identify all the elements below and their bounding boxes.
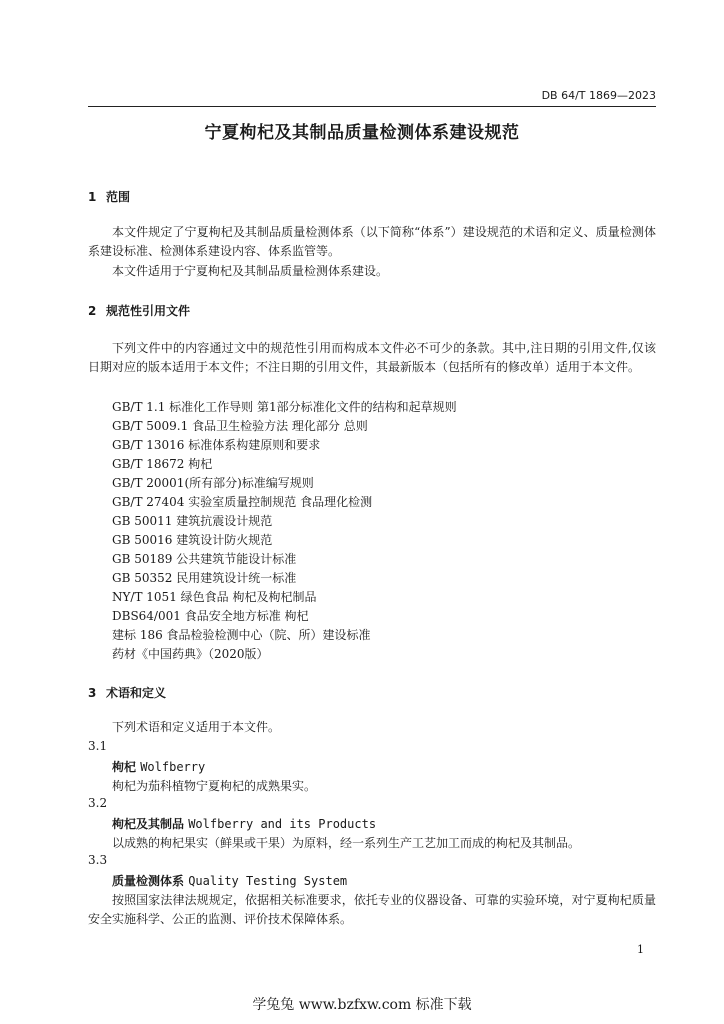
reference-item: GB/T 27404 实验室质量控制规范 食品理化检测 [112,495,373,509]
section-3-intro: 下列术语和定义适用于本文件。 [112,720,281,734]
section-number: 2 [88,304,97,318]
term-english: Wolfberry and its Products [188,817,377,831]
standard-code: DB 64/T 1869—2023 [541,89,656,102]
term-number: 3.1 [88,739,108,753]
reference-item: GB/T 18672 枸杞 [112,457,213,471]
term-definition: 按照国家法律法规规定，依据相关标准要求，依托专业的仪器设备、可靠的实验环境，对宁夏枸杞质量安全实施科学、公正的监测、评价技术保障体系。 [88,893,656,926]
reference-item: GB 50016 建筑设计防火规范 [112,533,273,547]
reference-item: GB/T 20001(所有部分)标准编写规则 [112,476,314,490]
term-number: 3.2 [88,796,108,810]
term-name: 枸杞 [112,760,137,774]
reference-item: GB 50189 公共建筑节能设计标准 [112,552,297,566]
term-number: 3.3 [88,853,108,867]
section-title: 范围 [106,190,131,204]
reference-item: GB 50352 民用建筑设计统一标准 [112,571,297,585]
term-english: Wolfberry [140,760,206,774]
section-1-paragraph-2: 本文件适用于宁夏枸杞及其制品质量检测体系建设。 [112,264,389,278]
section-2-heading [88,302,190,319]
reference-item: 药材《中国药典》（2020版） [112,647,269,661]
term-english: Quality Testing System [188,874,348,888]
term-heading [112,872,347,889]
reference-item: GB/T 1.1 标准化工作导则 第1部分标准化文件的结构和起草规则 [112,400,457,414]
term-name: 枸杞及其制品 [112,817,185,831]
reference-item: NY/T 1051 绿色食品 枸杞及枸杞制品 [112,590,317,604]
document-title: 宁夏枸杞及其制品质量检测体系建设规范 [204,123,520,143]
section-title: 规范性引用文件 [106,304,191,318]
section-number: 3 [88,686,97,700]
reference-item: GB 50011 建筑抗震设计规范 [112,514,273,528]
reference-item: GB/T 5009.1 食品卫生检验方法 理化部分 总则 [112,419,368,433]
section-2-intro: 下列文件中的内容通过文中的规范性引用而构成本文件必不可少的条款。其中,注日期的引用文件,仅该日期对应的版本适用于本文件；不注日期的引用文件，其最新版本（包括所有的修改单）适用于本文件。 [88,341,656,374]
section-3-heading [88,684,166,701]
page-number: 1 [637,943,644,956]
section-1-heading [88,188,130,205]
term-name: 质量检测体系 [112,874,185,888]
footer-watermark: 学兔兔 www.bzfxw.com 标准下载 [252,997,472,1013]
term-heading [112,758,205,775]
reference-item: GB/T 13016 标准体系构建原则和要求 [112,438,321,452]
term-heading [112,815,376,832]
header-rule [88,106,656,107]
reference-item: 建标 186 食品检验检测中心（院、所）建设标准 [112,628,371,642]
section-1-paragraph-1: 本文件规定了宁夏枸杞及其制品质量检测体系（以下简称“体系”）建设规范的术语和定义、质量检测体系建设标准、检测体系建设内容、体系监管等。 [88,225,656,258]
reference-item: DBS64/001 食品安全地方标准 枸杞 [112,609,309,623]
term-definition: 枸杞为茄科植物宁夏枸杞的成熟果实。 [112,779,317,793]
term-definition: 以成熟的枸杞果实（鲜果或干果）为原料，经一系列生产工艺加工而成的枸杞及其制品。 [112,836,581,850]
section-title: 术语和定义 [106,686,167,700]
section-number: 1 [88,190,97,204]
